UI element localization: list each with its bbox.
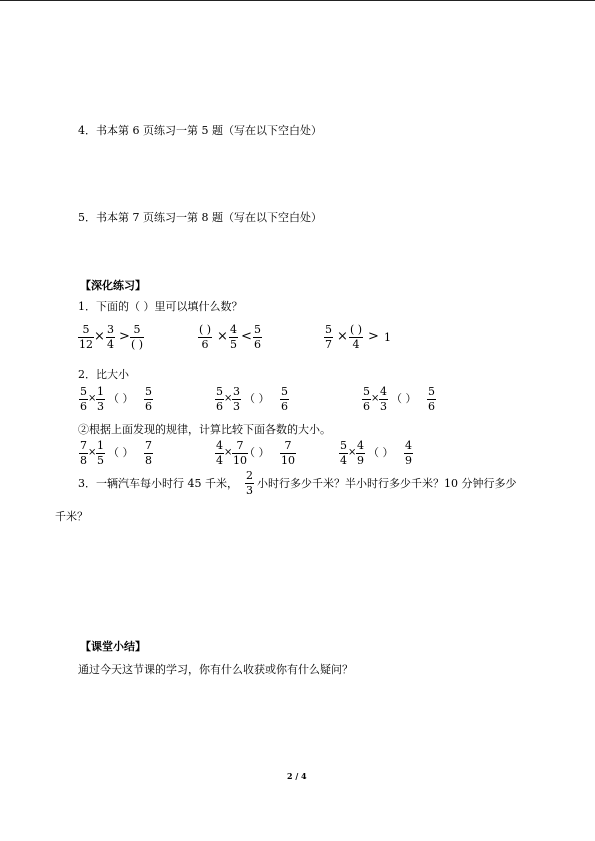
numerator: 5	[281, 385, 288, 398]
fraction	[78, 324, 94, 351]
less-than-sign: <	[241, 329, 252, 344]
numerator: 5	[325, 323, 332, 336]
numerator: 7	[145, 439, 152, 452]
section-heading-summary: 【课堂小结】	[80, 640, 146, 653]
question-3-text-part2: 小时行多少千米？半小时行多少千米？10 分钟行多少	[257, 477, 517, 490]
denominator: 6	[254, 338, 261, 351]
comparison-blank: （ ）	[108, 392, 134, 405]
denominator: 10	[281, 454, 295, 467]
page-number: 2 / 4	[287, 771, 307, 781]
exercise-item-5: 5．书本第 7 页练习一第 8 题（写在以下空白处）	[78, 211, 322, 224]
numerator: 4	[230, 323, 237, 336]
denominator: 6	[145, 400, 152, 413]
fraction	[324, 324, 333, 351]
multiply-sign: ×	[224, 393, 233, 404]
denominator: 6	[201, 338, 209, 351]
comparison-blank: （ ）	[391, 392, 417, 405]
number-one: 1	[384, 331, 391, 344]
fraction	[215, 440, 224, 467]
multiply-sign: ×	[88, 447, 97, 458]
fraction	[144, 386, 153, 413]
numerator: 3	[233, 385, 240, 398]
multiply-sign: ×	[88, 393, 97, 404]
summary-text: 通过今天这节课的学习，你有什么收获或你有什么疑问？	[78, 663, 353, 676]
numerator: 1	[97, 439, 104, 452]
numerator: 7	[284, 439, 292, 452]
denominator: 6	[281, 400, 288, 413]
numerator: 7	[80, 439, 87, 452]
numerator: 1	[97, 385, 104, 398]
denominator: 4	[216, 454, 223, 467]
comparison-blank: （ ）	[244, 392, 270, 405]
multiply-sign: ×	[371, 393, 380, 404]
denominator: 3	[97, 400, 104, 413]
greater-than-sign: >	[119, 329, 130, 344]
fraction	[144, 440, 153, 467]
fraction	[198, 324, 212, 351]
numerator: 2	[246, 469, 253, 482]
numerator: 5	[428, 385, 435, 398]
denominator: 4	[352, 338, 360, 351]
denominator: 12	[79, 338, 93, 351]
multiply-sign: ×	[337, 329, 348, 344]
numerator: 4	[216, 439, 223, 452]
denominator: 10	[233, 454, 247, 467]
fraction	[404, 440, 413, 467]
comparison-blank: （ ）	[244, 446, 270, 459]
numerator: 5	[254, 323, 261, 336]
numerator: 5	[82, 323, 90, 336]
denominator: 6	[428, 400, 435, 413]
fraction	[427, 386, 436, 413]
denominator: 6	[80, 400, 87, 413]
denominator: 4	[340, 454, 347, 467]
denominator: 3	[380, 400, 387, 413]
exercise-item-4: 4．书本第 6 页练习一第 5 题（写在以下空白处）	[78, 124, 322, 137]
numerator: 3	[107, 323, 114, 336]
fraction	[349, 324, 363, 351]
fraction	[106, 324, 115, 351]
denominator: 6	[363, 400, 370, 413]
fraction	[215, 386, 224, 413]
comparison-blank: （ ）	[368, 446, 394, 459]
fraction	[339, 440, 348, 467]
denominator-blank: ( )	[131, 338, 144, 351]
multiply-sign: ×	[224, 447, 233, 458]
denominator: 8	[145, 454, 152, 467]
q3-fraction	[245, 470, 254, 497]
question-3-text-line2: 千米？	[55, 510, 88, 523]
fraction	[356, 440, 365, 467]
denominator: 5	[97, 454, 104, 467]
fraction	[79, 386, 88, 413]
section-heading-deep-practice: 【深化练习】	[80, 279, 146, 292]
question-3-text-part1: 3．一辆汽车每小时行 45 千米，	[78, 477, 238, 490]
denominator: 7	[325, 338, 332, 351]
denominator: 8	[80, 454, 87, 467]
denominator: 3	[246, 484, 253, 497]
multiply-sign: ×	[348, 447, 357, 458]
fraction	[96, 386, 105, 413]
fraction	[280, 386, 289, 413]
numerator: 4	[380, 385, 387, 398]
numerator: 5	[216, 385, 223, 398]
denominator: 5	[230, 338, 237, 351]
multiply-sign: ×	[94, 329, 105, 344]
numerator-blank: ( )	[350, 323, 363, 336]
denominator: 9	[405, 454, 412, 467]
fraction	[253, 324, 262, 351]
question-2-text: 2．比大小	[78, 368, 129, 381]
page-top-border	[0, 0, 595, 1]
fraction	[96, 440, 105, 467]
greater-than-sign: >	[368, 329, 379, 344]
denominator: 4	[107, 338, 114, 351]
numerator: 4	[357, 439, 364, 452]
denominator: 6	[216, 400, 223, 413]
fraction	[232, 386, 241, 413]
fraction	[79, 440, 88, 467]
numerator: 4	[405, 439, 412, 452]
numerator: 5	[133, 323, 141, 336]
fraction	[362, 386, 371, 413]
numerator: 5	[145, 385, 152, 398]
multiply-sign: ×	[217, 329, 228, 344]
fraction	[229, 324, 238, 351]
denominator: 3	[233, 400, 240, 413]
numerator: 5	[80, 385, 87, 398]
numerator: 7	[236, 439, 244, 452]
numerator: 5	[340, 439, 347, 452]
comparison-blank: （ ）	[108, 446, 134, 459]
question-2b-text: ②根据上面发现的规律，计算比较下面各数的大小。	[78, 423, 331, 436]
fraction	[130, 324, 144, 351]
denominator: 9	[357, 454, 364, 467]
fraction	[280, 440, 296, 467]
fraction	[379, 386, 388, 413]
numerator-blank: ( )	[199, 323, 212, 336]
question-1-text: 1．下面的（ ）里可以填什么数？	[78, 300, 243, 313]
numerator: 5	[363, 385, 370, 398]
